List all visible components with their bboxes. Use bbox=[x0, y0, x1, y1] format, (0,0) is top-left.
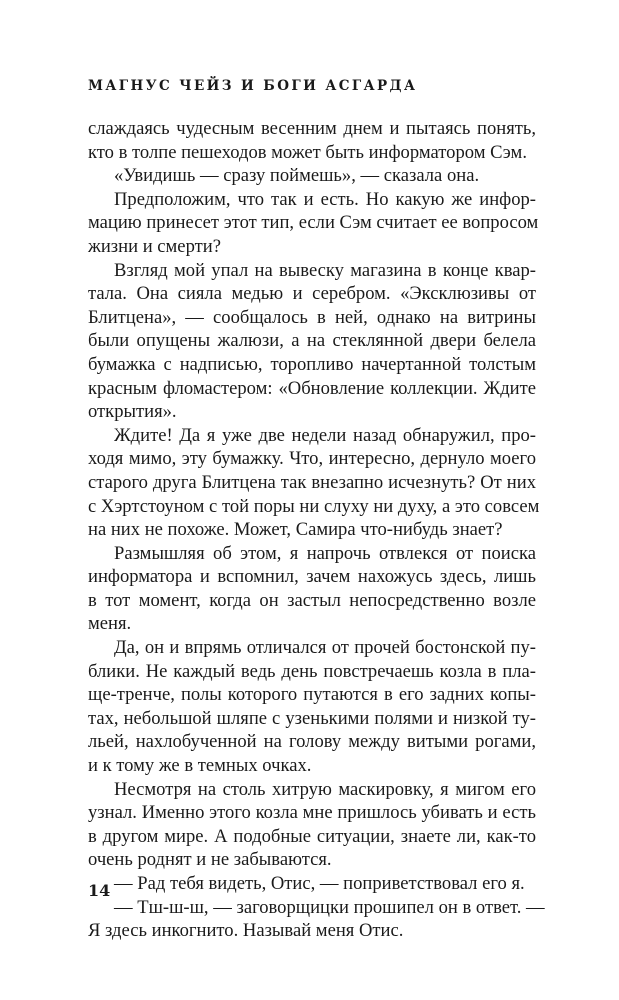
paragraph bbox=[88, 896, 545, 943]
text-line: в тот момент, когда он застыл непосредственно возле bbox=[88, 589, 536, 611]
paragraph bbox=[88, 259, 536, 424]
page-number: 14 bbox=[88, 881, 111, 900]
text-line: ще-тренче, полы которого путаются в его задних копы- bbox=[88, 684, 536, 706]
text-line: — Тш-ш-ш, — заговорщицки прошипел он в ответ. — bbox=[114, 896, 545, 918]
text-line: очень роднят и не забываются. bbox=[88, 849, 332, 871]
text-line: красным фломастером: «Обновление коллекции. Ждите bbox=[88, 377, 536, 399]
paragraph bbox=[88, 872, 536, 896]
text-line: с Хэртстоуном с той поры ни слуху ни духу, а это совсем bbox=[88, 495, 540, 517]
text-line: ходя мимо, эту бумажку. Что, интересно, дернуло моего bbox=[88, 448, 536, 470]
text-line: в другом мире. А подобные ситуации, знаете ли, как-то bbox=[88, 825, 536, 847]
text-line: блики. Не каждый ведь день повстречаешь козла в пла- bbox=[88, 660, 536, 682]
paragraph bbox=[88, 117, 536, 164]
text-line: кто в толпе пешеходов может быть информатором Сэм. bbox=[88, 141, 527, 163]
text-line: тала. Она сияла медью и серебром. «Эксклюзивы от bbox=[88, 283, 536, 305]
text-line: бумажка с надписью, торопливо начертанной толстым bbox=[88, 353, 536, 375]
text-line: узнал. Именно этого козла мне пришлось убивать и есть bbox=[88, 802, 536, 824]
paragraph bbox=[88, 542, 536, 636]
text-line: слаждаясь чудесным весенним днем и пытаясь понять, bbox=[88, 118, 536, 139]
text-line: Блитцена», — сообщалось в ней, однако на витрины bbox=[88, 306, 536, 328]
paragraph bbox=[88, 778, 536, 872]
text-line: старого друга Блитцена так внезапно исчезнуть? От них bbox=[88, 471, 536, 493]
text-line: — Рад тебя видеть, Отис, — поприветствовал его я. bbox=[114, 873, 525, 894]
text-line: тах, небольшой шляпе с узенькими полями и низкой ту- bbox=[88, 707, 536, 729]
text-line: информатора и вспомнил, зачем нахожусь здесь, лишь bbox=[88, 566, 536, 588]
text-line: «Увидишь — сразу поймешь», — сказала она. bbox=[114, 165, 480, 187]
text-line: Да, он и впрямь отличался от прочей бостонской пу- bbox=[114, 637, 536, 659]
text-line: Я здесь инкогнито. Называй меня Отис. bbox=[88, 920, 404, 942]
paragraph bbox=[88, 188, 539, 259]
text-line: меня. bbox=[88, 613, 132, 635]
text-line: и к тому же в темных очках. bbox=[88, 755, 312, 777]
text-line: Несмотря на столь хитрую маскировку, я мигом его bbox=[114, 778, 536, 800]
text-line: были опущены жалюзи, а на стеклянной двери белела bbox=[88, 330, 536, 352]
book-page bbox=[88, 0, 545, 1000]
text-line: Предположим, что так и есть. Но какую же инфор- bbox=[114, 188, 536, 210]
text-line: льей, нахлобученной на голову между витыми рогами, bbox=[88, 731, 536, 753]
text-line: жизни и смерти? bbox=[88, 235, 221, 257]
text-line: на них не похоже. Может, Самира что-нибудь знает? bbox=[88, 519, 503, 541]
text-line: Ждите! Да я уже две недели назад обнаружил, про- bbox=[114, 424, 536, 446]
text-line: мацию принесет этот тип, если Сэм считает ее вопросом bbox=[88, 212, 539, 234]
paragraph bbox=[88, 636, 536, 778]
text-line: Взгляд мой упал на вывеску магазина в конце квар- bbox=[114, 259, 536, 281]
paragraph bbox=[88, 424, 540, 542]
running-head-title: МАГНУС ЧЕЙЗ И БОГИ АСГАРДА bbox=[88, 78, 418, 94]
paragraph bbox=[88, 164, 536, 188]
text-line: открытия». bbox=[88, 401, 177, 423]
text-line: Размышляя об этом, я напрочь отвлекся от поиска bbox=[114, 542, 536, 564]
body-text bbox=[88, 117, 545, 943]
